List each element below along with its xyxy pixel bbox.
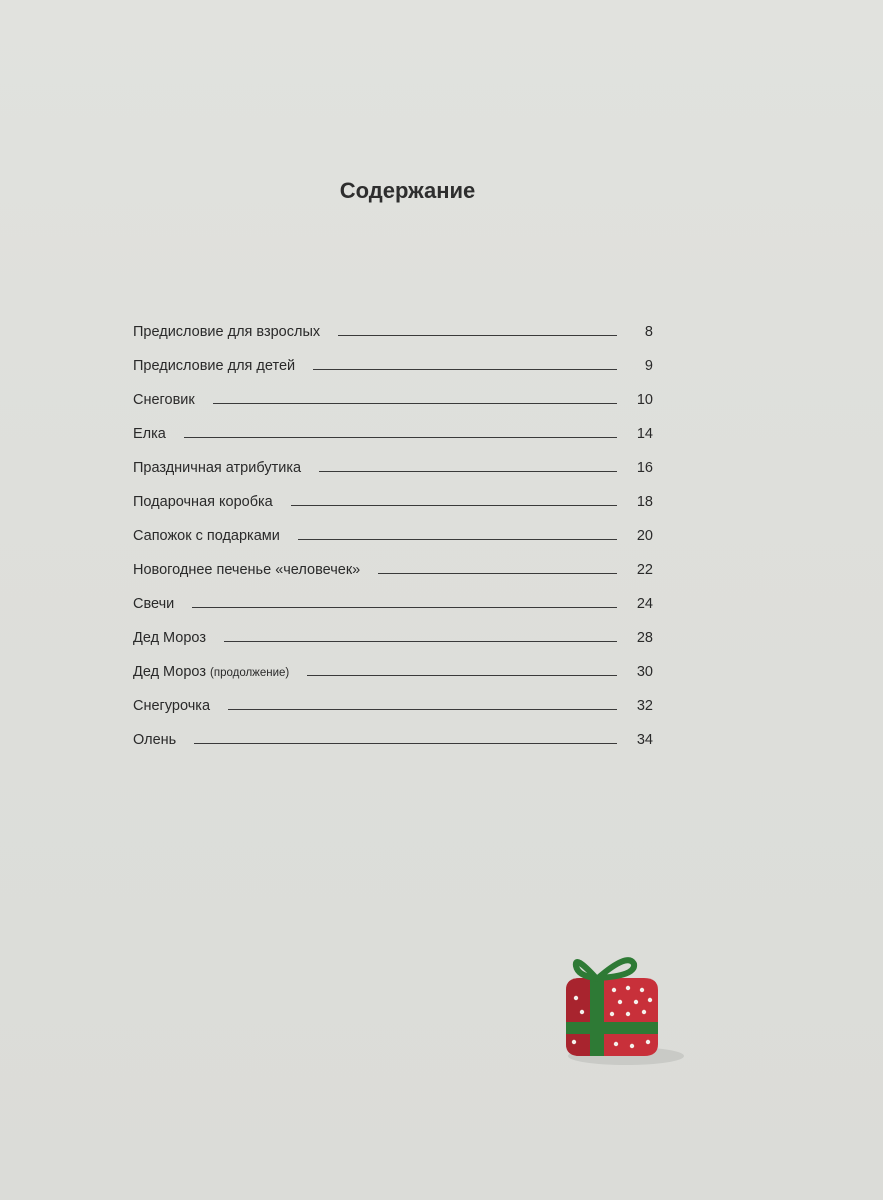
toc-entry-page: 22 bbox=[636, 562, 653, 578]
toc-leader-line bbox=[338, 334, 617, 336]
toc-entry bbox=[133, 680, 653, 714]
toc-leader-line bbox=[307, 674, 617, 676]
toc-entry bbox=[133, 306, 653, 340]
toc-leader-line bbox=[224, 640, 617, 642]
toc-entry bbox=[133, 476, 653, 510]
toc-entry bbox=[133, 646, 653, 680]
toc-entry bbox=[133, 408, 653, 442]
toc-entry-title bbox=[133, 630, 206, 646]
toc-leader-line bbox=[298, 538, 617, 540]
toc-leader-line bbox=[194, 742, 617, 744]
toc-entry-page: 32 bbox=[636, 698, 653, 714]
toc-entry-title bbox=[133, 664, 289, 680]
toc-entry-page: 30 bbox=[636, 664, 653, 680]
toc-leader-line bbox=[319, 470, 617, 472]
toc-entry bbox=[133, 714, 653, 748]
toc-entry-title: Новогоднее печенье «человечек» bbox=[133, 562, 361, 578]
toc-leader-line bbox=[313, 368, 617, 370]
toc-entry-note: (продолжение) bbox=[210, 667, 290, 679]
toc-entry-title: Снеговик bbox=[133, 392, 195, 408]
toc-entry-title: Свечи bbox=[133, 596, 175, 612]
toc-leader-line bbox=[228, 708, 617, 710]
toc-leader-line bbox=[378, 572, 617, 574]
toc-entry-page: 9 bbox=[644, 358, 653, 374]
toc-entry bbox=[133, 374, 653, 408]
toc-entry bbox=[133, 442, 653, 476]
toc-entry-title: Сапожок с подарками bbox=[133, 528, 280, 544]
toc-entry-title: Елка bbox=[133, 426, 166, 442]
toc-entry bbox=[133, 510, 653, 544]
toc-entry-main: Дед Мороз bbox=[133, 630, 206, 646]
toc-entry-title: Олень bbox=[133, 732, 177, 748]
toc-leader-line bbox=[213, 402, 617, 404]
toc-entry-page: 16 bbox=[636, 460, 653, 476]
gift-box-illustration bbox=[552, 948, 692, 1078]
toc-entry-page: 8 bbox=[644, 324, 653, 340]
toc-entry-page: 20 bbox=[636, 528, 653, 544]
toc-leader-line bbox=[184, 436, 617, 438]
toc-entry-title: Праздничная атрибутика bbox=[133, 460, 302, 476]
toc-leader-line bbox=[192, 606, 617, 608]
table-of-contents bbox=[133, 306, 653, 748]
toc-entry bbox=[133, 544, 653, 578]
toc-entry-page: 34 bbox=[636, 732, 653, 748]
toc-entry-title: Предисловие для детей bbox=[133, 358, 296, 374]
toc-entry-page: 18 bbox=[636, 494, 653, 510]
toc-entry bbox=[133, 578, 653, 612]
toc-entry-page: 10 bbox=[636, 392, 653, 408]
toc-entry-title: Подарочная коробка bbox=[133, 494, 273, 510]
toc-entry-page: 14 bbox=[636, 426, 653, 442]
toc-entry-page: 24 bbox=[636, 596, 653, 612]
toc-entry-page: 28 bbox=[636, 630, 653, 646]
page-title: Содержание bbox=[339, 178, 476, 203]
toc-entry-title: Снегурочка bbox=[133, 698, 211, 714]
toc-entry bbox=[133, 612, 653, 646]
toc-entry-title: Предисловие для взрослых bbox=[133, 324, 321, 340]
toc-leader-line bbox=[291, 504, 617, 506]
toc-entry bbox=[133, 340, 653, 374]
toc-entry-main: Дед Мороз bbox=[133, 664, 206, 680]
